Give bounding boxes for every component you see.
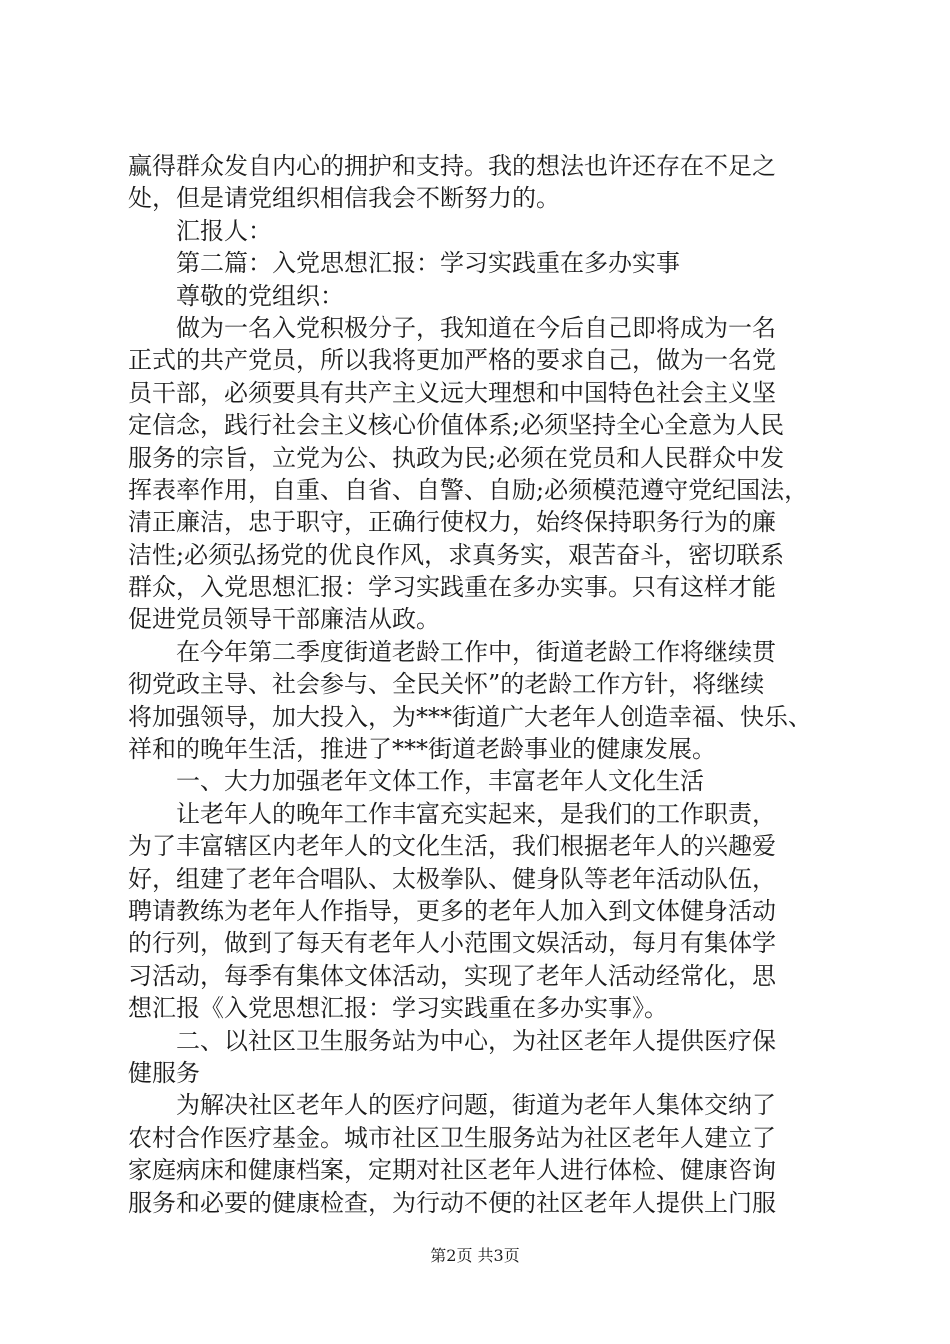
text-line: 为解决社区老年人的医疗问题，街道为老年人集体交纳了 xyxy=(128,1091,776,1120)
text-line: 赢得群众发自内心的拥护和支持。我的想法也许还存在不足之 xyxy=(128,152,776,180)
text-line: 处，但是请党组织相信我会不断努力的。 xyxy=(128,184,560,213)
text-line: 服务的宗旨，立党为公、执政为民;必须在党员和人民群众中发 xyxy=(128,443,785,472)
text-line: 促进党员领导干部廉洁从政。 xyxy=(128,605,440,634)
text-line: 习活动，每季有集体文体活动，实现了老年人活动经常化，思 xyxy=(128,961,776,990)
text-line: 的行列，做到了每天有老年人小范围文娱活动，每月有集体学 xyxy=(128,929,776,958)
text-line: 汇报人： xyxy=(128,216,272,245)
text-line: 定信念，践行社会主义核心价值体系;必须坚持全心全意为人民 xyxy=(128,411,785,440)
text-line: 在今年第二季度街道老龄工作中，街道老龄工作将继续贯 xyxy=(128,637,776,666)
text-line: 员干部，必须要具有共产主义远大理想和中国特色社会主义坚 xyxy=(128,378,776,407)
text-line: 服务和必要的健康检查，为行动不便的社区老年人提供上门服 xyxy=(128,1188,776,1217)
text-line: 为了丰富辖区内老年人的文化生活，我们根据老年人的兴趣爱 xyxy=(128,832,776,861)
section-heading: 一、大力加强老年文体工作，丰富老年人文化生活 xyxy=(128,767,704,796)
text-line: 好，组建了老年合唱队、太极拳队、健身队等老年活动队伍， xyxy=(128,864,776,893)
text-line: 祥和的晚年生活，推进了***街道老龄事业的健康发展。 xyxy=(128,735,716,764)
text-line: 想汇报《入党思想汇报：学习实践重在多办实事》。 xyxy=(128,994,668,1023)
text-line: 将加强领导，加大投入，为***街道广大老年人创造幸福、快乐、 xyxy=(128,702,812,731)
salutation: 尊敬的党组织： xyxy=(128,281,344,310)
text-line: 正式的共产党员，所以我将更加严格的要求自己，做为一名党 xyxy=(128,346,776,375)
text-line: 群众，入党思想汇报：学习实践重在多办实事。只有这样才能 xyxy=(128,573,776,602)
text-line: 洁性;必须弘扬党的优良作风，求真务实，艰苦奋斗，密切联系 xyxy=(128,540,785,569)
text-line: 聘请教练为老年人作指导，更多的老年人加入到文体健身活动 xyxy=(128,896,776,925)
text-line: 家庭病床和健康档案，定期对社区老年人进行体检、健康咨询 xyxy=(128,1156,776,1185)
text-line: 健服务 xyxy=(128,1058,200,1087)
text-line: 挥表率作用，自重、自省、自警、自励;必须模范遵守党纪国法， xyxy=(128,475,809,504)
text-line: 农村合作医疗基金。城市社区卫生服务站为社区老年人建立了 xyxy=(128,1123,776,1152)
section-title: 第二篇：入党思想汇报：学习实践重在多办实事 xyxy=(128,249,680,278)
page-footer: 第2页 共3页 xyxy=(430,1246,520,1265)
text-line: 彻党政主导、社会参与、全民关怀”的老龄工作方针，将继续 xyxy=(128,670,765,699)
text-line: 清正廉洁，忠于职守，正确行使权力，始终保持职务行为的廉 xyxy=(128,508,776,537)
text-line: 做为一名入党积极分子，我知道在今后自己即将成为一名 xyxy=(128,313,776,342)
section-heading: 二、以社区卫生服务站为中心，为社区老年人提供医疗保 xyxy=(128,1026,776,1055)
document-body xyxy=(128,150,828,1219)
text-line: 让老年人的晚年工作丰富充实起来，是我们的工作职责， xyxy=(128,799,776,828)
